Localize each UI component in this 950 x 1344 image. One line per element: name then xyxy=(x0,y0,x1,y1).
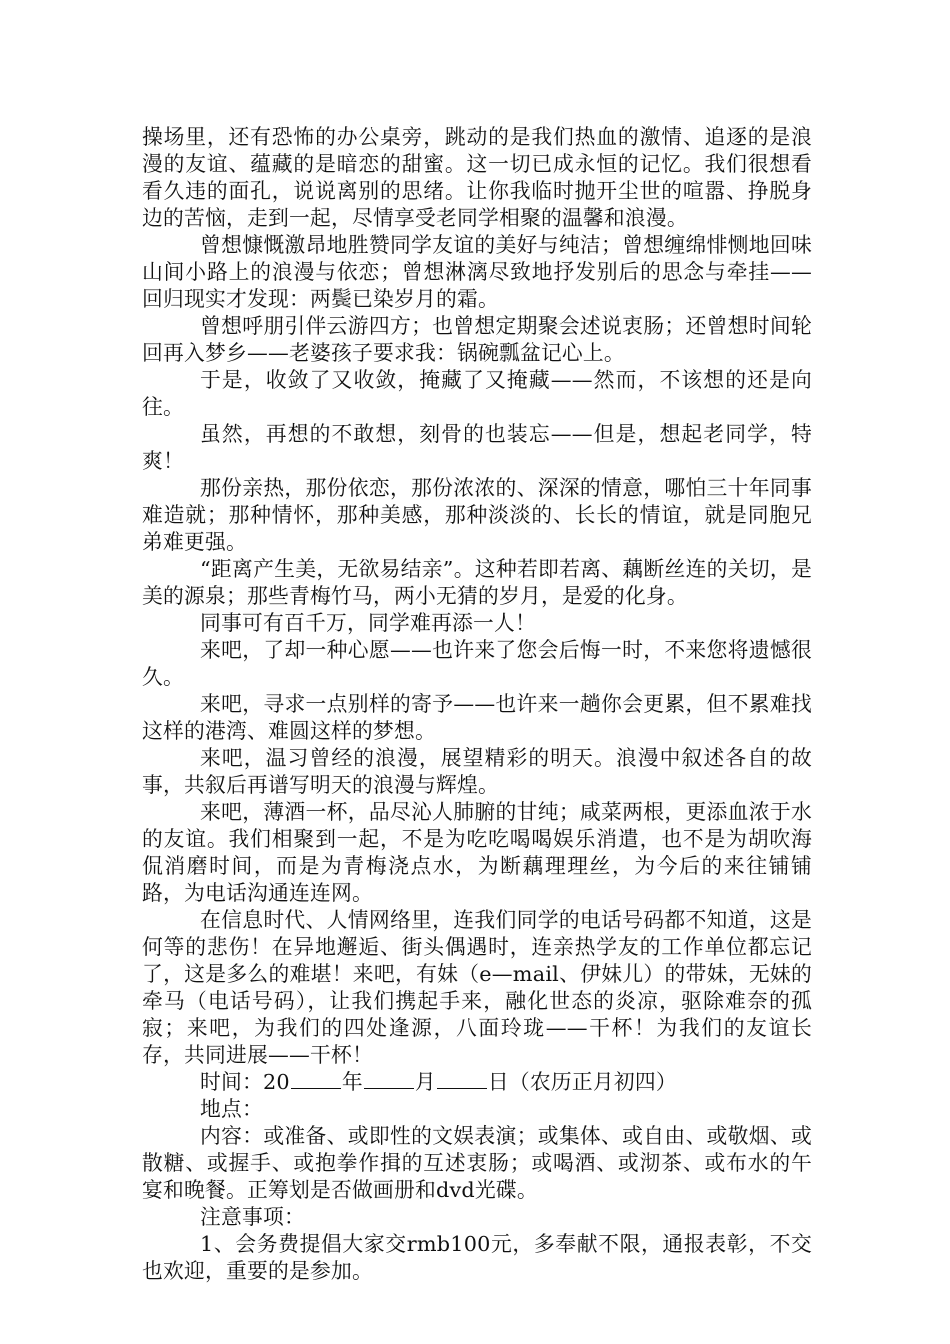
paragraph-11: 来吧，温习曾经的浪漫，展望精彩的明天。浪漫中叙述各自的故事，共叙后再谱写明天的浪漫与辉煌。 xyxy=(142,746,812,797)
paragraph-3: 曾想呼朋引伴云游四方；也曾想定期聚会述说衷肠；还曾想时间轮回再入梦乡——老婆孩子要求我：锅碗瓢盆记心上。 xyxy=(142,314,812,365)
paragraph-9: 来吧，了却一种心愿——也许来了您会后悔一时，不来您将遗憾很久。 xyxy=(142,638,812,689)
note-item-1: 1、会务费提倡大家交rmb100元，多奉献不限，通报表彰，不交也欢迎，重要的是参加。 xyxy=(142,1232,812,1283)
document-body xyxy=(142,124,812,1285)
day-blank xyxy=(437,1070,487,1089)
time-label: 时间：20 xyxy=(200,1070,290,1094)
paragraph-12: 来吧，薄酒一杯，品尽沁人肺腑的甘纯；咸菜两根，更添血浓于水的友谊。我们相聚到一起，不是为吃吃喝喝娱乐消遣，也不是为胡吹海侃消磨时间，而是为青梅浇点水，为断藕理理丝，为今后的来往铺铺路，为电话沟通连连网。 xyxy=(142,800,812,905)
content-line: 内容：或准备、或即性的文娱表演；或集体、或自由、或敬烟、或散糖、或握手、或抱拳作揖的互述衷肠；或喝酒、或沏茶、或布水的午宴和晚餐。正筹划是否做画册和dvd光碟。 xyxy=(142,1124,812,1202)
paragraph-7: “距离产生美，无欲易结亲”。这种若即若离、藕断丝连的关切，是美的源泉；那些青梅竹马，两小无猜的岁月，是爱的化身。 xyxy=(142,557,812,608)
notes-heading: 注意事项： xyxy=(200,1205,305,1229)
year-blank xyxy=(291,1070,341,1089)
time-line xyxy=(142,1069,812,1096)
paragraph-8: 同事可有百千万，同学难再添一人！ xyxy=(200,611,536,635)
year-label: 年 xyxy=(341,1070,363,1094)
location-line: 地点： xyxy=(200,1097,263,1121)
paragraph-4: 于是，收敛了又收敛，掩藏了又掩藏——然而，不该想的还是向往。 xyxy=(142,368,812,419)
day-label: 日（农历正月初四） xyxy=(487,1070,677,1094)
paragraph-2: 曾想慷慨激昂地胜赞同学友谊的美好与纯洁；曾想缠绵悱恻地回味山间小路上的浪漫与依恋；曾想淋漓尽致地抒发别后的思念与牵挂——回归现实才发现：两鬓已染岁月的霜。 xyxy=(142,233,812,311)
paragraph-5: 虽然，再想的不敢想，刻骨的也装忘——但是，想起老同学，特爽！ xyxy=(142,422,812,473)
paragraph-10: 来吧，寻求一点别样的寄予——也许来一趟你会更累，但不累难找这样的港湾、难圆这样的梦想。 xyxy=(142,692,812,743)
month-label: 月 xyxy=(414,1070,436,1094)
month-blank xyxy=(364,1070,414,1089)
paragraph-6: 那份亲热，那份依恋，那份浓浓的、深深的情意，哪怕三十年同事难造就；那种情怀，那种美感，那种淡淡的、长长的情谊，就是同胞兄弟难更强。 xyxy=(142,476,812,554)
paragraph-13: 在信息时代、人情网络里，连我们同学的电话号码都不知道，这是何等的悲伤！在异地邂逅、街头偶遇时，连亲热学友的工作单位都忘记了，这是多么的难堪！来吧，有妹（e—mail、伊妹儿）的带妹，无妹的牵马（电话号码），让我们携起手来，融化世态的炎凉，驱除难奈的孤寂；来吧，为我们的四处逢源，八面玲珑——干杯！为我们的友谊长存，共同进展——干杯！ xyxy=(142,908,812,1067)
paragraph-1: 操场里，还有恐怖的办公桌旁，跳动的是我们热血的激情、追逐的是浪漫的友谊、蕴藏的是暗恋的甜蜜。这一切已成永恒的记忆。我们很想看看久违的面孔，说说离别的思绪。让你我临时抛开尘世的喧嚣、挣脱身边的苦恼，走到一起，尽情享受老同学相聚的温馨和浪漫。 xyxy=(142,125,812,230)
